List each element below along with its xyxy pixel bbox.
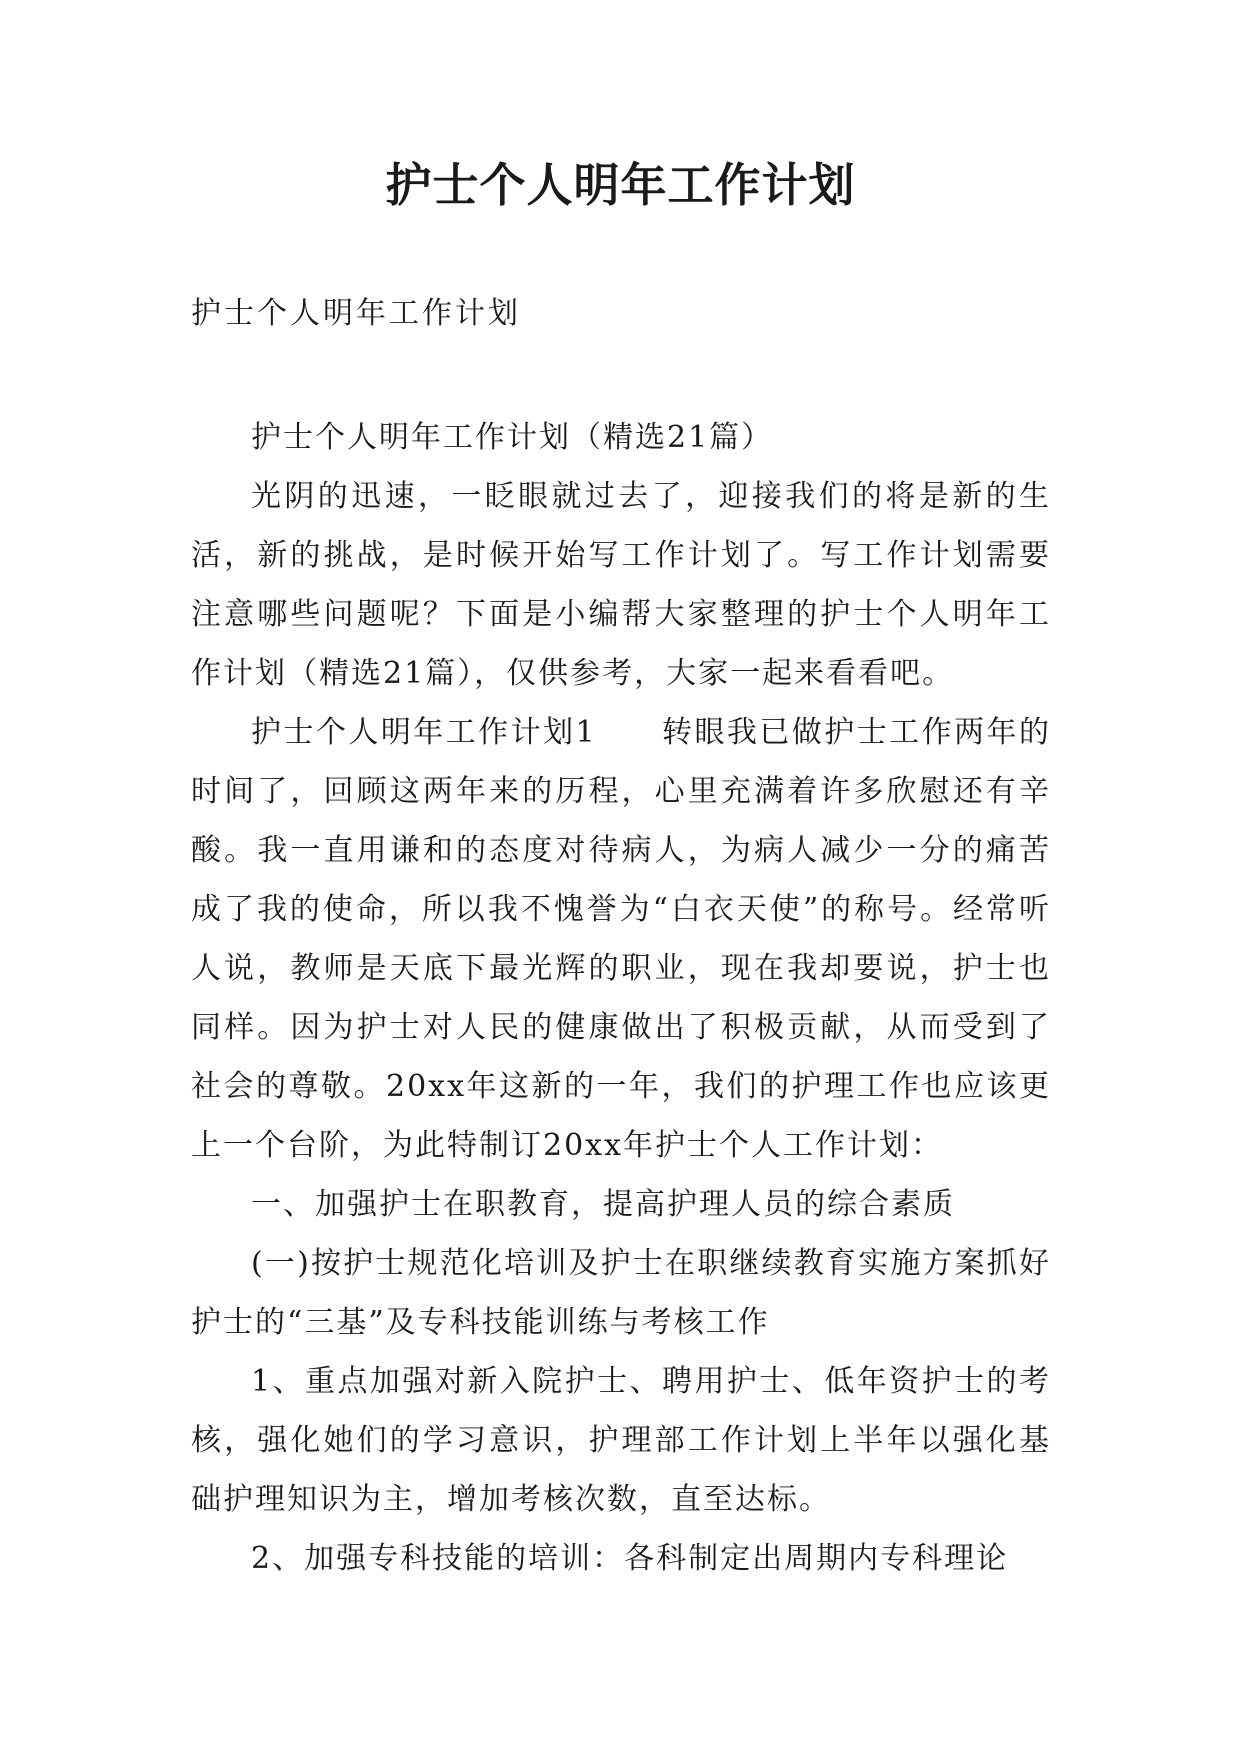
section-heading-1: 一、加强护士在职教育，提高护理人员的综合素质 [251,1187,955,1222]
paragraph-heading: 护士个人明年工作计划（精选21篇） [251,420,774,455]
document-subtitle: 护士个人明年工作计划 [191,296,521,331]
document-body [191,408,1051,1588]
list-item-2: 2、加强专科技能的培训：各科制定出周期内专科理论 [251,1541,1009,1576]
document-title: 护士个人明年工作计划 [385,158,856,212]
paragraph-plan-1: 护士个人明年工作计划1 转眼我已做护士工作两年的时间了，回顾这两年来的历程，心里充满着许多欣慰还有辛酸。我一直用谦和的态度对待病人，为病人减少一分的痛苦成了我的使命，所以我不愧誉为“白衣天使”的称号。经常听人说，教师是天底下最光辉的职业，现在我却要说，护士也同样。因为护士对人民的健康做出了积极贡献，从而受到了社会的尊敬。20xx年这新的一年，我们的护理工作也应该更上一个台阶，为此特制订20xx年护士个人工作计划： [191,715,1051,1163]
paragraph-intro: 光阴的迅速，一眨眼就过去了，迎接我们的将是新的生活，新的挑战，是时候开始写工作计划了。写工作计划需要注意哪些问题呢？下面是小编帮大家整理的护士个人明年工作计划（精选21篇），仅供参考，大家一起来看看吧。 [191,479,1051,691]
subsection-heading-1: (一)按护士规范化培训及护士在职继续教育实施方案抓好护士的“三基”及专科技能训练与考核工作 [191,1246,1051,1340]
list-item-1: 1、重点加强对新入院护士、聘用护士、低年资护士的考核，强化她们的学习意识，护理部工作计划上半年以强化基础护理知识为主，增加考核次数，直至达标。 [191,1364,1051,1517]
